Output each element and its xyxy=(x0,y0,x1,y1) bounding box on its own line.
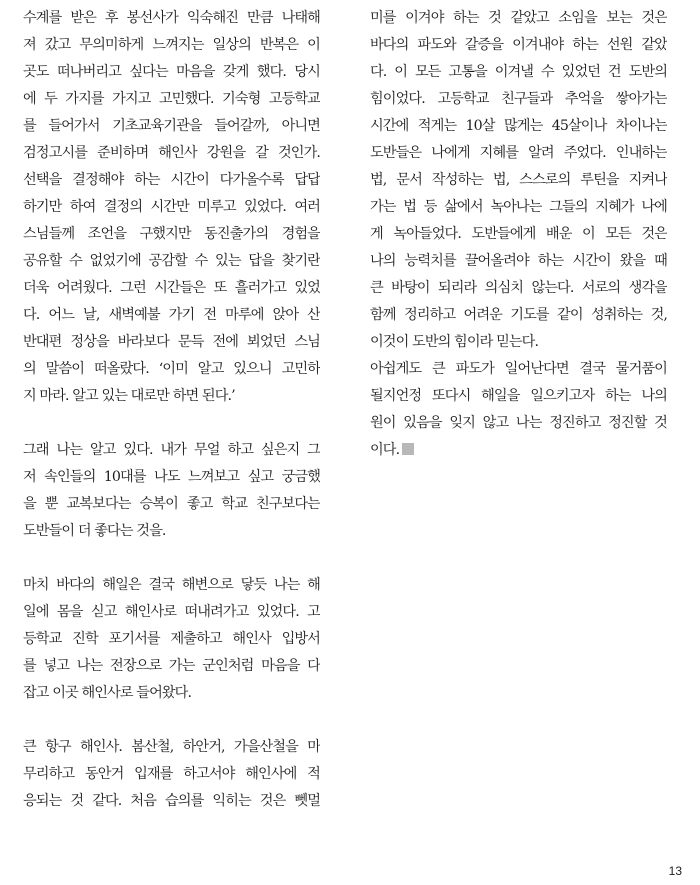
text-line: 응되는 것 같다. 처음 습의를 익히는 것은 뻿멀 xyxy=(23,793,320,809)
text-line: 등학교 진학 포기서를 제출하고 해인사 입방서 xyxy=(23,631,320,647)
text-line: 바다의 파도와 갈증을 이겨내야 하는 선원 같았 xyxy=(370,37,667,53)
text-line: 도반들이 더 좋다는 것을. xyxy=(23,523,166,539)
paragraph xyxy=(23,572,320,707)
text-line: 반대편 정상을 바라보다 문득 전에 뵈었던 스님 xyxy=(23,334,320,350)
text-line: 다. 이 모든 고통을 이겨낼 수 있었던 건 도반의 xyxy=(370,64,667,80)
text-line: 를 넣고 나는 전장으로 가는 군인처럼 마음을 다 xyxy=(23,658,320,674)
text-line: 아쉽게도 큰 파도가 일어난다면 결국 물거품이 xyxy=(370,361,667,377)
paragraph xyxy=(23,437,320,545)
text-line: 도반들은 나에게 지혜를 알려 주었다. 인내하는 xyxy=(370,145,667,161)
paragraph-gap xyxy=(23,545,320,572)
left-column xyxy=(23,0,320,815)
text-line: 의 말씀이 떠올랐다. ‘이미 알고 있으니 고민하 xyxy=(23,361,320,377)
text-line: 다. 어느 날, 새벽예불 가기 전 마루에 앉아 산 xyxy=(23,307,320,323)
paragraph xyxy=(23,734,320,815)
text-line: 하기만 하여 결정의 시간만 미루고 있었다. 여러 xyxy=(23,199,320,215)
text-line: 스님들께 조언을 구했지만 동진출가의 경험을 xyxy=(23,226,320,242)
text-line: 더욱 어려웠다. 그런 시간들은 또 흘러가고 있었 xyxy=(23,280,320,296)
text-line: 미를 이겨야 하는 것 같았고 소임을 보는 것은 xyxy=(370,10,667,26)
text-line: 이것이 도반의 힘이라 믿는다. xyxy=(370,334,539,350)
text-line: 그래 나는 알고 있다. 내가 무얼 하고 싶은지 그 xyxy=(23,442,320,458)
text-line: 법, 문서 작성하는 법, 스스로의 루틴을 지켜나 xyxy=(370,172,667,188)
text-line: 선택을 결정해야 하는 시간이 다가올수록 답답 xyxy=(23,172,320,188)
text-line: 될지언정 또다시 해일을 일으키고자 하는 나의 xyxy=(370,388,667,404)
text-line: 마치 바다의 해일은 결국 해변으로 닿듯 나는 해 xyxy=(23,577,320,593)
paragraph-gap xyxy=(23,410,320,437)
paragraph-gap xyxy=(23,707,320,734)
text-line-final xyxy=(370,437,667,464)
text-line: 곳도 떠나버리고 싶다는 마음을 갖게 했다. 당시 xyxy=(23,64,320,80)
text-line: 가는 법 등 삶에서 녹아나는 그들의 지혜가 나에 xyxy=(370,199,667,215)
text-line: 공유할 수 없었기에 공감할 수 있는 답을 찾기란 xyxy=(23,253,320,269)
text-line: 져 갔고 무의미하게 느껴지는 일상의 반복은 이 xyxy=(23,37,320,53)
text-line: 힘이었다. 고등학교 친구들과 추억을 쌓아가는 xyxy=(370,91,667,107)
page-number: 13 xyxy=(668,864,682,878)
text-line: 게 녹아들었다. 도반들에게 배운 이 모든 것은 xyxy=(370,226,667,242)
text-line: 일에 몸을 싣고 해인사로 떠내려가고 있었다. 고 xyxy=(23,604,320,620)
right-column xyxy=(370,0,667,464)
paragraph xyxy=(23,5,320,410)
text-line: 에 두 가지를 가지고 고민했다. 기숙형 고등학교 xyxy=(23,91,320,107)
text-line: 잡고 이곳 해인사로 들어왔다. xyxy=(23,685,192,701)
text-line: 지 마라. 알고 있는 대로만 하면 된다.’ xyxy=(23,388,235,404)
text-line: 나의 능력치를 끌어올려야 하는 시간이 왔을 때 xyxy=(370,253,667,269)
text-line: 을 뿐 교복보다는 승복이 좋고 학교 친구보다는 xyxy=(23,496,320,512)
text-line: 큰 바탕이 되리라 의심치 않는다. 서로의 생각을 xyxy=(370,280,667,296)
text-line: 시간에 적게는 10살 많게는 45살이나 차이나는 xyxy=(370,118,667,134)
text-line: 검정고시를 준비하며 해인사 강원을 갈 것인가. xyxy=(23,145,320,161)
paragraph xyxy=(370,356,667,464)
text-line: 큰 항구 해인사. 봄산철, 하안거, 가을산철을 마 xyxy=(23,739,320,755)
final-sentence: 이다. xyxy=(370,442,400,458)
text-line: 원이 있음을 잊지 않고 나는 정진하고 정진할 것 xyxy=(370,415,667,431)
paragraph xyxy=(370,5,667,356)
text-line: 를 들어가서 기초교육기관을 들어갈까, 아니면 xyxy=(23,118,320,134)
text-line: 무리하고 동안거 입재를 하고서야 해인사에 적 xyxy=(23,766,320,782)
text-line: 저 속인들의 10대를 나도 느껴보고 싶고 궁금했 xyxy=(23,469,320,485)
end-of-article-mark xyxy=(402,443,414,455)
text-line: 수계를 받은 후 봉선사가 익숙해진 만큼 나태해 xyxy=(23,10,320,26)
text-line: 함께 정리하고 어려운 기도를 같이 성취하는 것, xyxy=(370,307,667,323)
